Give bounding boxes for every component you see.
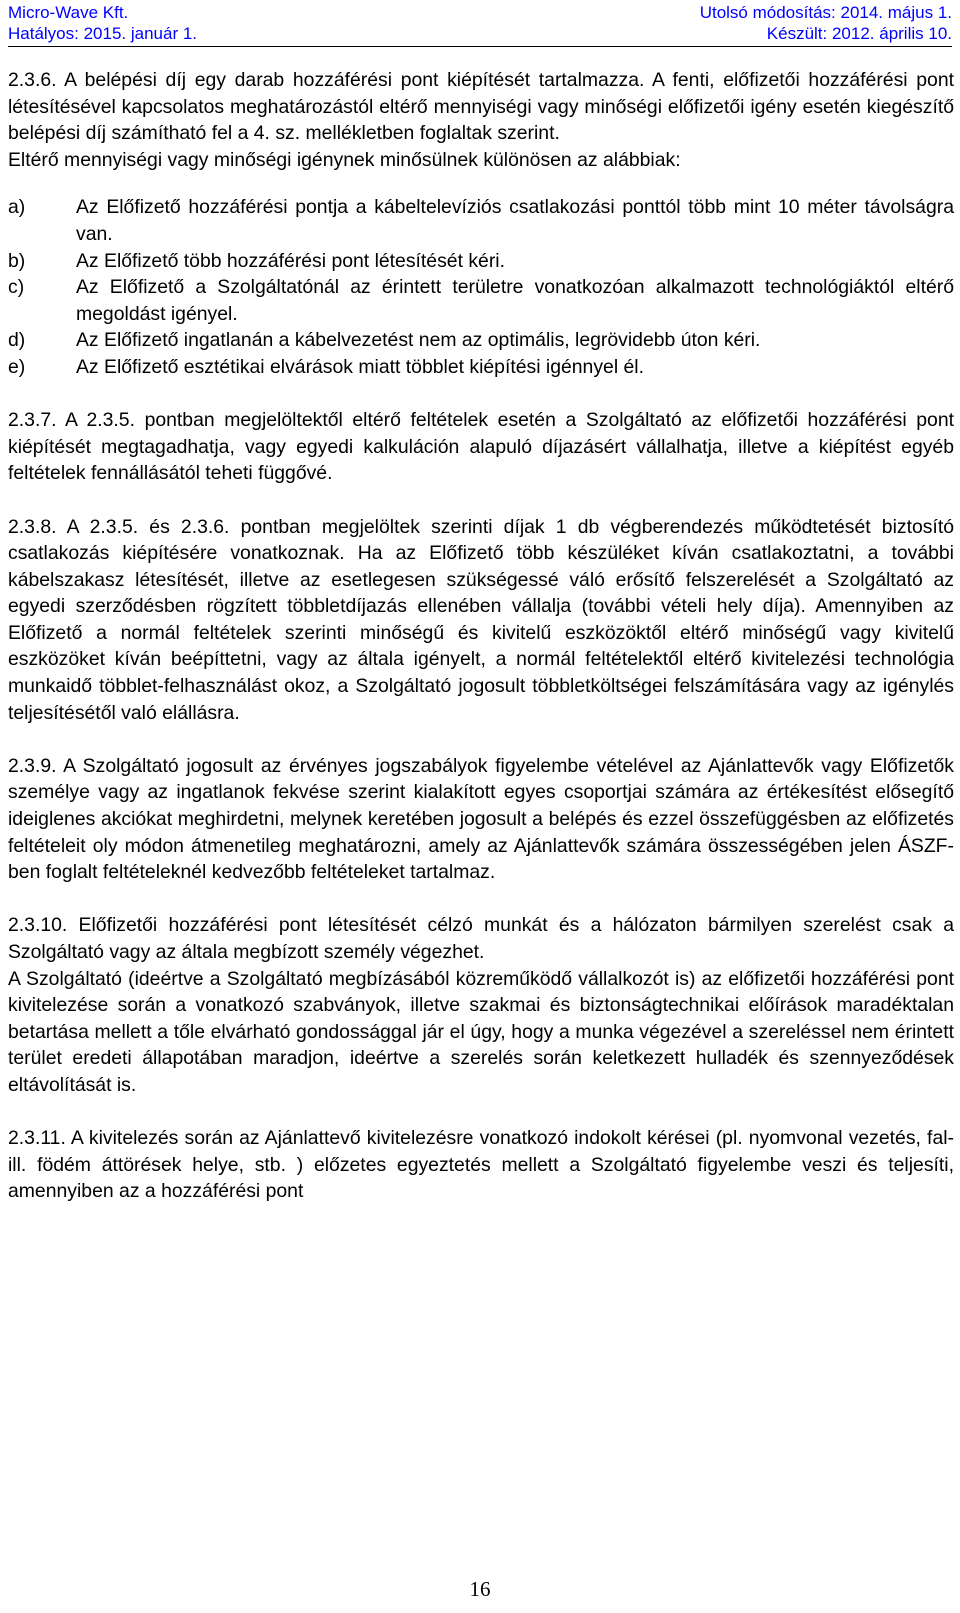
paragraph-2-3-8: 2.3.8. A 2.3.5. és 2.3.6. pontban megjelöltek szerinti díjak 1 db végberendezés működtetését biztosító csatlakozás kiépítésére vonatkoznak. Ha az Előfizető több készüléket kíván csatlakoztatni, a további kábelszakasz létesítését, illetve az esetlegesen szükségessé váló erősítő felszerelését a Szolgáltató az egyedi szerződésben rögzített többletdíjazás ellenében vállalja (további vételi hely díja). Amennyiben az Előfizető a normál feltételek szerinti minőségű és kivitelű eszközöktől eltérő minőségű vagy kivitelű eszközöket kíván beépíttetni, vagy az általa igényelt, a normál feltételektől eltérő kivitelezési technológia munkaidő többlet-felhasználást okoz, a Szolgáltató jogosult többletköltségei felszámítására vagy az igénylés teljesítésétől való elállásra. (8, 515, 954, 724)
spacer (8, 487, 954, 514)
spacer (8, 1099, 954, 1126)
header-effective-date: Hatályos: 2015. január 1. (8, 24, 198, 43)
list-item-b (8, 248, 954, 275)
running-header (8, 2, 952, 44)
criteria-list (8, 194, 954, 380)
spacer (8, 726, 954, 753)
list-marker: a) (8, 196, 26, 219)
spacer (8, 187, 954, 194)
spacer (8, 381, 954, 408)
paragraph-2-3-7: 2.3.7. A 2.3.5. pontban megjelöltektől eltérő feltételek esetén a Szolgáltató az előfizetői hozzáférési pont kiépítését megtagadhatja, vagy egyedi kalkuláción alapuló díjazásért vállalhatja, illetve a kiépítést egyéb feltételek fennállásától teheti függővé. (8, 409, 954, 485)
list-item-d (8, 327, 954, 354)
header-created-date: Készült: 2012. április 10. (766, 24, 952, 43)
list-item-text: Az Előfizető több hozzáférési pont létesítését kéri. (76, 249, 505, 272)
paragraph-2-3-10-continued: A Szolgáltató (ideértve a Szolgáltató megbízásából közreműködő vállalkozót is) az előfizetői hozzáférési pont kivitelezése során a vonatkozó szabványok, illetve szakmai és biztonságtechnikai előírások maradéktalan betartása mellett a tőle elvárható gondossággal jár el úgy, hogy a munka végezével a szereléssel nem érintett terület eredeti állapotában maradjon, ideértve a szerelés során keletkezett hulladék és szennyeződések eltávolítását is. (8, 967, 954, 1096)
list-item-a (8, 194, 954, 247)
list-marker: e) (8, 355, 26, 378)
paragraph-2-3-6: 2.3.6. A belépési díj egy darab hozzáférési pont kiépítését tartalmazza. A fenti, előfizetői hozzáférési pont létesítésével kapcsolatos meghatározástól eltérő mennyiségi vagy minőségi előfizetői igény esetén kiegészítő belépési díj számítható fel a 4. sz. mellékletben foglaltak szerint. (8, 69, 954, 145)
document-body (8, 67, 954, 1205)
header-divider (8, 46, 952, 47)
header-row-bottom (8, 23, 952, 44)
list-marker: b) (8, 249, 26, 272)
header-row-top (8, 2, 952, 23)
spacer (8, 886, 954, 913)
list-item-text: Az Előfizető a Szolgáltatónál az érintett területre vonatkozóan alkalmazott technológiáktól eltérő megoldást igényel. (76, 276, 954, 325)
list-marker: d) (8, 329, 26, 352)
paragraph-2-3-10: 2.3.10. Előfizetői hozzáférési pont létesítését célzó munkát és a hálózaton bármilyen szerelést csak a Szolgáltató vagy az általa megbízott személy végezhet. (8, 914, 954, 963)
page-number: 16 (469, 1577, 491, 1601)
list-item-c (8, 274, 954, 327)
header-company: Micro-Wave Kft. (8, 3, 129, 22)
list-item-text: Az Előfizető ingatlanán a kábelvezetést nem az optimális, legrövidebb úton kéri. (76, 329, 761, 352)
list-item-text: Az Előfizető esztétikai elvárások miatt többlet kiépítési igénnyel él. (76, 355, 644, 378)
paragraph-2-3-9: 2.3.9. A Szolgáltató jogosult az érvényes jogszabályok figyelembe vételével az Ajánlattevők vagy Előfizetők személye vagy az ingatlanok fekvése szerint kialakított egyes csoportjai számára az értékesítést elősegítő ideiglenes akciókat meghirdetni, melynek keretében jogosult a belépés és ezzel összefüggésben az előfizetés feltételeit oly módon átmenetileg meghatározni, amely az Ajánlattevők számára összességében jelen ÁSZF-ben foglalt feltételeknél kedvezőbb feltételeket tartalmaz. (8, 754, 954, 884)
header-last-modified: Utolsó módosítás: 2014. május 1. (699, 3, 952, 22)
spacer (8, 180, 954, 187)
spacer (8, 173, 954, 180)
list-marker: c) (8, 276, 25, 299)
list-item-text: Az Előfizető hozzáférési pontja a kábeltelevíziós csatlakozási ponttól több mint 10 méter távolságra van. (76, 196, 954, 245)
paragraph-2-3-11: 2.3.11. A kivitelezés során az Ajánlattevő kivitelezésre vonatkozó indokolt kérései (pl. nyomvonal vezetés, fal- ill. födém áttörések helye, stb. ) előzetes egyeztetés mellett a Szolgáltató figyelembe veszi és teljesíti, amennyiben az a hozzáférési pont (8, 1127, 954, 1203)
list-item-e (8, 354, 954, 381)
paragraph-2-3-6-intro: Eltérő mennyiségi vagy minőségi igénynek minősülnek különösen az alábbiak: (8, 148, 681, 171)
